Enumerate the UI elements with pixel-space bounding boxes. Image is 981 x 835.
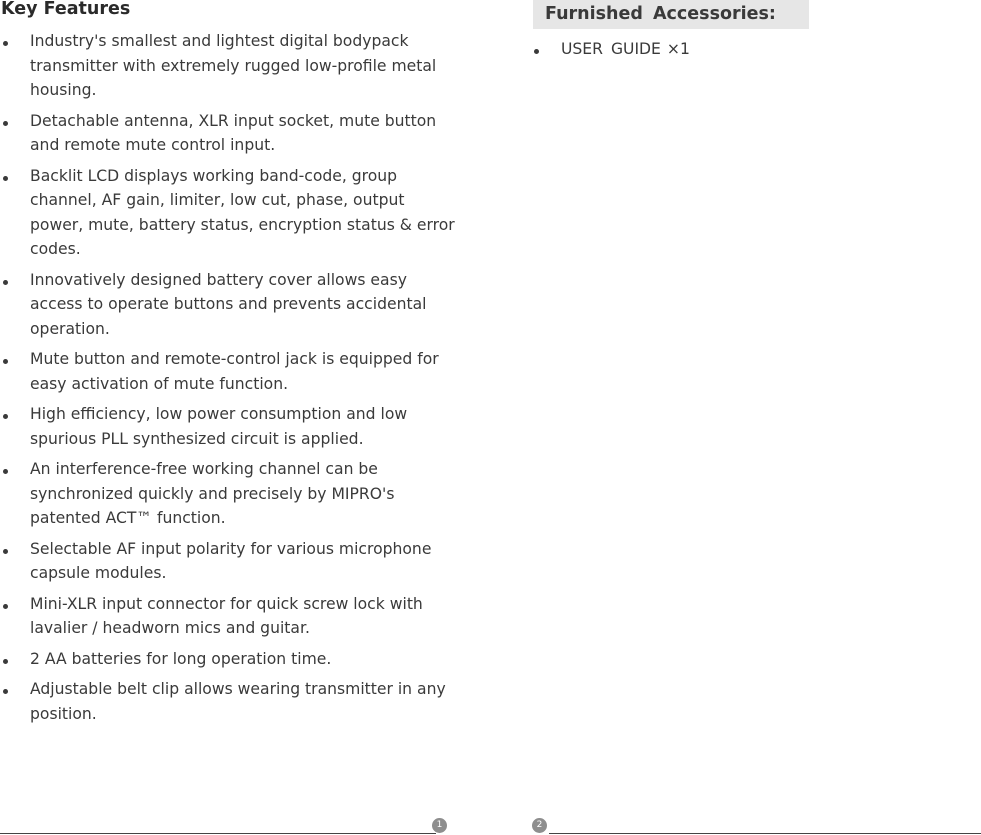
feature-text: 2 AA batteries for long operation time. — [30, 649, 332, 668]
feature-item — [0, 402, 460, 451]
feature-text: High efficiency, low power consumption and low spurious PLL synthesized circuit is applied. — [30, 405, 408, 448]
feature-item — [0, 109, 460, 158]
bullet-icon — [534, 49, 539, 54]
bullet-icon — [3, 604, 8, 609]
accessories-list — [531, 37, 690, 62]
feature-text: Mute button and remote-control jack is equipped for easy activation of mute function. — [30, 350, 439, 393]
bullet-icon — [3, 359, 8, 364]
feature-item — [0, 537, 460, 586]
bullet-icon — [3, 659, 8, 664]
page-number-badge: 2 — [532, 818, 547, 833]
feature-item — [0, 677, 460, 726]
footer-rule-left — [0, 833, 436, 834]
feature-text: Selectable AF input polarity for various microphone capsule modules. — [30, 539, 432, 582]
feature-text: Adjustable belt clip allows wearing transmitter in any position. — [30, 680, 446, 723]
bullet-icon — [3, 414, 8, 419]
footer-rule-right — [549, 833, 981, 834]
feature-item — [0, 592, 460, 641]
feature-text: Industry's smallest and lightest digital bodypack transmitter with extremely rugged low-profile metal housing. — [30, 32, 437, 99]
feature-item — [0, 457, 460, 531]
accessory-label: USER GUIDE — [561, 40, 661, 58]
feature-item — [0, 647, 460, 672]
feature-text: Backlit LCD displays working band-code, group channel, AF gain, limiter, low cut, phase, output power, mute, battery status, encryption status & error codes. — [30, 166, 455, 258]
bullet-icon — [3, 549, 8, 554]
accessory-quantity: ×1 — [666, 40, 690, 58]
bullet-icon — [3, 121, 8, 126]
bullet-icon — [3, 469, 8, 474]
bullet-icon — [3, 41, 8, 46]
feature-item — [0, 164, 460, 262]
features-list — [0, 29, 460, 732]
bullet-icon — [3, 689, 8, 694]
feature-item — [0, 347, 460, 396]
accessory-item — [531, 37, 690, 62]
key-features-title: Key Features — [1, 0, 131, 19]
accessories-title: Furnished Accessories: — [545, 4, 776, 24]
bullet-icon — [3, 280, 8, 285]
bullet-icon — [3, 176, 8, 181]
feature-text: Innovatively designed battery cover allows easy access to operate buttons and prevents accidental operation. — [30, 270, 427, 338]
feature-item — [0, 29, 460, 103]
accessories-header — [533, 0, 809, 29]
page-number-badge: 1 — [432, 818, 447, 833]
feature-item — [0, 268, 460, 342]
feature-text: Mini-XLR input connector for quick screw lock with lavalier / headworn mics and guitar. — [30, 594, 423, 637]
feature-text: Detachable antenna, XLR input socket, mute button and remote mute control input. — [30, 111, 437, 154]
feature-text: An interference-free working channel can be synchronized quickly and precisely by MIPRO's patented ACT™ function. — [30, 460, 395, 527]
